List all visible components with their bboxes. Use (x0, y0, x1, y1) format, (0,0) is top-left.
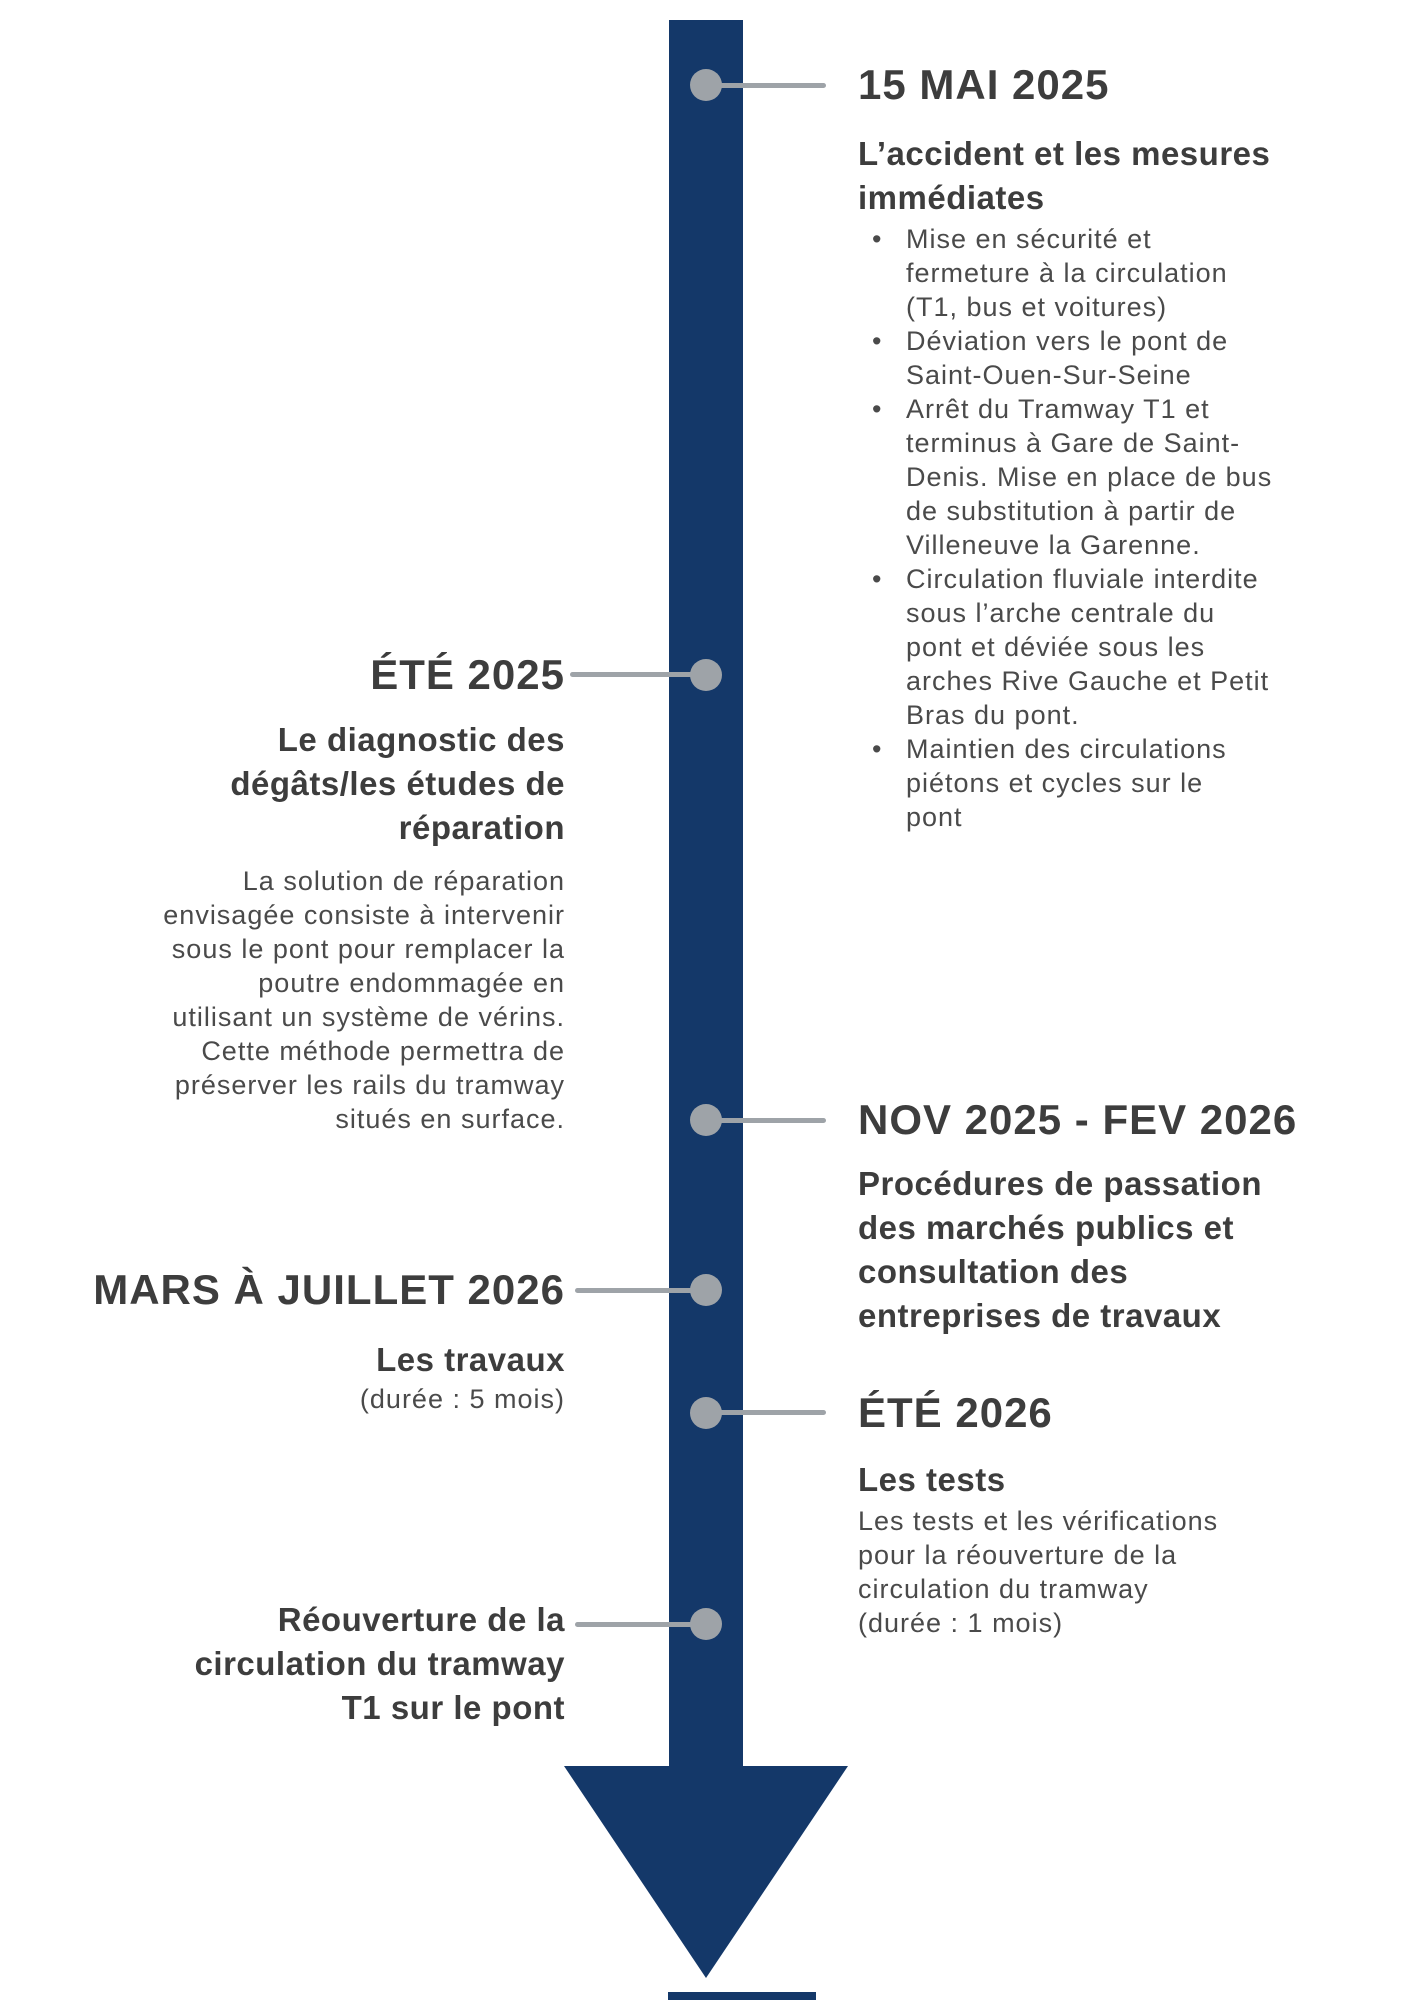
timeline-dot-event-3 (690, 1104, 722, 1136)
event-2-title-line: Le diagnostic des (277, 721, 565, 758)
event-6-title-line: Réouverture de la (277, 1601, 565, 1638)
event-2-title (85, 718, 565, 850)
event-1-date-block (858, 61, 1348, 109)
event-5-date-block (858, 1389, 1348, 1437)
timeline-dot-event-5 (690, 1397, 722, 1429)
event-1-title-line: immédiates (858, 179, 1045, 216)
event-2-date: ÉTÉ 2025 (370, 651, 565, 698)
event-5-title (858, 1458, 1348, 1502)
event-3-date: NOV 2025 - FEV 2026 (858, 1096, 1298, 1143)
event-4-title (85, 1338, 565, 1382)
timeline-dot-event-2 (690, 659, 722, 691)
bullet-item: • Arrêt du Tramway T1 et terminus à Gare de Saint- Denis. Mise en place de bus de substitution à partir de Villeneuve la Garenne. (858, 392, 1348, 562)
event-3-date-block (858, 1096, 1348, 1144)
event-6-title-line: circulation du tramway (194, 1645, 565, 1682)
connector-line-event-3 (706, 1118, 826, 1123)
bullet-item: • Mise en sécurité et fermeture à la circulation (T1, bus et voitures) (858, 222, 1348, 324)
event-4-date: MARS À JUILLET 2026 (93, 1266, 565, 1313)
event-2-body: La solution de réparation envisagée consiste à intervenir sous le pont pour remplacer la poutre endommagée en utilisant un système de vérins. Cette méthode permettra de préserver les rails du tramway situés en surface. (163, 866, 565, 1134)
event-3-title-line: consultation des (858, 1253, 1129, 1290)
bullet-item: • Maintien des circulations piétons et cycles sur le pont (858, 732, 1348, 834)
event-5-title-line: Les tests (858, 1461, 1006, 1498)
event-3-title-line: Procédures de passation (858, 1165, 1262, 1202)
event-5-date: ÉTÉ 2026 (858, 1389, 1053, 1436)
event-6-title-line: T1 sur le pont (341, 1689, 565, 1726)
event-5-body: Les tests et les vérifications pour la réouverture de la circulation du tramway (durée : 1 mois) (858, 1506, 1219, 1638)
bullet-item: • Déviation vers le pont de Saint-Ouen-Sur-Seine (858, 324, 1348, 392)
event-3-title (858, 1162, 1348, 1338)
bullet-item: • Circulation fluviale interdite sous l’arche centrale du pont et déviée sous les arches Rive Gauche et Petit Bras du pont. (858, 562, 1348, 732)
bottom-edge-partial-bar (668, 1992, 816, 2000)
event-1-date: 15 MAI 2025 (858, 61, 1110, 108)
connector-line-event-1 (706, 83, 826, 88)
event-4-body: (durée : 5 mois) (359, 1384, 565, 1414)
event-1-title-line: L’accident et les mesures (858, 135, 1271, 172)
event-4-title-line: Les travaux (376, 1341, 565, 1378)
timeline-dot-event-1 (690, 69, 722, 101)
connector-line-event-4 (575, 1288, 706, 1293)
event-3-title-line: des marchés publics et (858, 1209, 1234, 1246)
connector-line-event-5 (706, 1410, 826, 1415)
timeline-dot-event-4 (690, 1274, 722, 1306)
event-2-title-line: réparation (398, 809, 565, 846)
timeline-arrow-shaft (669, 20, 743, 1768)
connector-line-event-6 (575, 1622, 706, 1627)
event-1-title (858, 132, 1348, 220)
event-3-title-line: entreprises de travaux (858, 1297, 1222, 1334)
connector-line-event-2 (570, 672, 706, 677)
event-6-title (85, 1598, 565, 1730)
event-2-date-block (85, 651, 565, 699)
event-1-bullet-list (858, 222, 1348, 834)
event-4-date-block (85, 1266, 565, 1314)
timeline-dot-event-6 (690, 1608, 722, 1640)
timeline-arrowhead-down-icon (564, 1766, 848, 1978)
event-2-title-line: dégâts/les études de (230, 765, 565, 802)
